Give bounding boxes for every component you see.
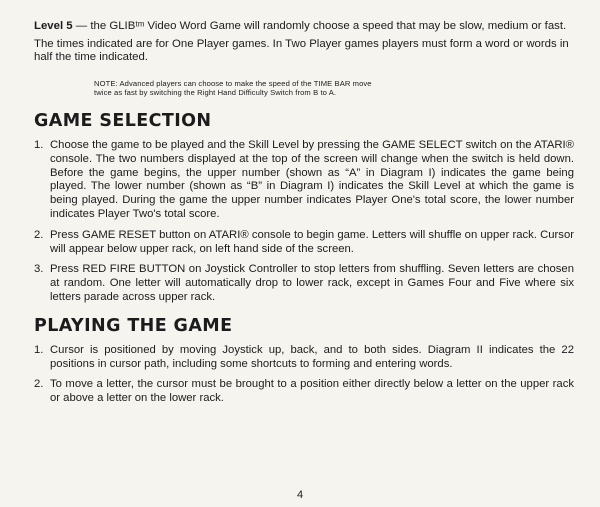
playing-the-game-heading: PLAYING THE GAME	[34, 315, 233, 336]
item-text: To move a letter, the cursor must be brought to a position either directly below a letter on the upper rack or above a letter on the lower rack.	[50, 378, 574, 405]
list-item	[34, 378, 574, 406]
note-line-2: twice as fast by switching the Right Hand Difficulty Switch from B to A.	[94, 88, 337, 98]
item-number: 2.	[34, 378, 44, 391]
advanced-note	[94, 79, 574, 98]
intro-section	[34, 20, 574, 98]
game-selection-list	[34, 139, 574, 305]
item-text: Choose the game to be played and the Skill Level by pressing the GAME SELECT switch on the ATARI® console. The two numbers displayed at the top of the screen will change when the switch is held down. Before the game begins, the upper number (shown as “A” in Diagram I) indicates the game being played. The lower number (shown as “B” in Diagram I) indicates the Skill Level at which the game is being played. During the game the upper number indicates Player One's total score, the lower number indicates Player Two's total score.	[50, 138, 574, 220]
list-item	[34, 344, 574, 372]
list-item	[34, 263, 574, 304]
times-paragraph: The times indicated are for One Player games. In Two Player games players must form a word or words in half the time indicated.	[34, 37, 569, 64]
item-number: 1.	[34, 138, 44, 151]
playing-list	[34, 344, 574, 406]
list-item	[34, 139, 574, 222]
item-text: Cursor is positioned by moving Joystick up, back, and to both sides. Diagram II indicates the 22 positions in cursor path, including some shortcuts to forming and entering words.	[50, 343, 574, 370]
level-5-label: Level 5	[34, 20, 73, 32]
level-5-paragraph	[34, 20, 574, 34]
level-5-text: — the GLIBᵗᵐ Video Word Game will randomly choose a speed that may be slow, medium or fast.	[72, 20, 567, 32]
item-text: Press GAME RESET button on ATARI® console to begin game. Letters will shuffle on upper rack. Cursor will appear below upper rack, on left hand side of the screen.	[50, 228, 574, 255]
item-number: 3.	[34, 263, 44, 276]
page-number: 4	[296, 489, 304, 501]
game-selection-heading: GAME SELECTION	[34, 110, 212, 131]
note-line-1: NOTE: Advanced players can choose to make the speed of the TIME BAR move	[94, 78, 372, 88]
item-number: 2.	[34, 228, 44, 241]
list-item	[34, 229, 574, 257]
item-number: 1.	[34, 343, 44, 356]
item-text: Press RED FIRE BUTTON on Joystick Controller to stop letters from shuffling. Seven letters are chosen at random. One letter will automatically drop to lower rack, except in Games Four and Five where six letters parade across upper rack.	[50, 263, 574, 303]
